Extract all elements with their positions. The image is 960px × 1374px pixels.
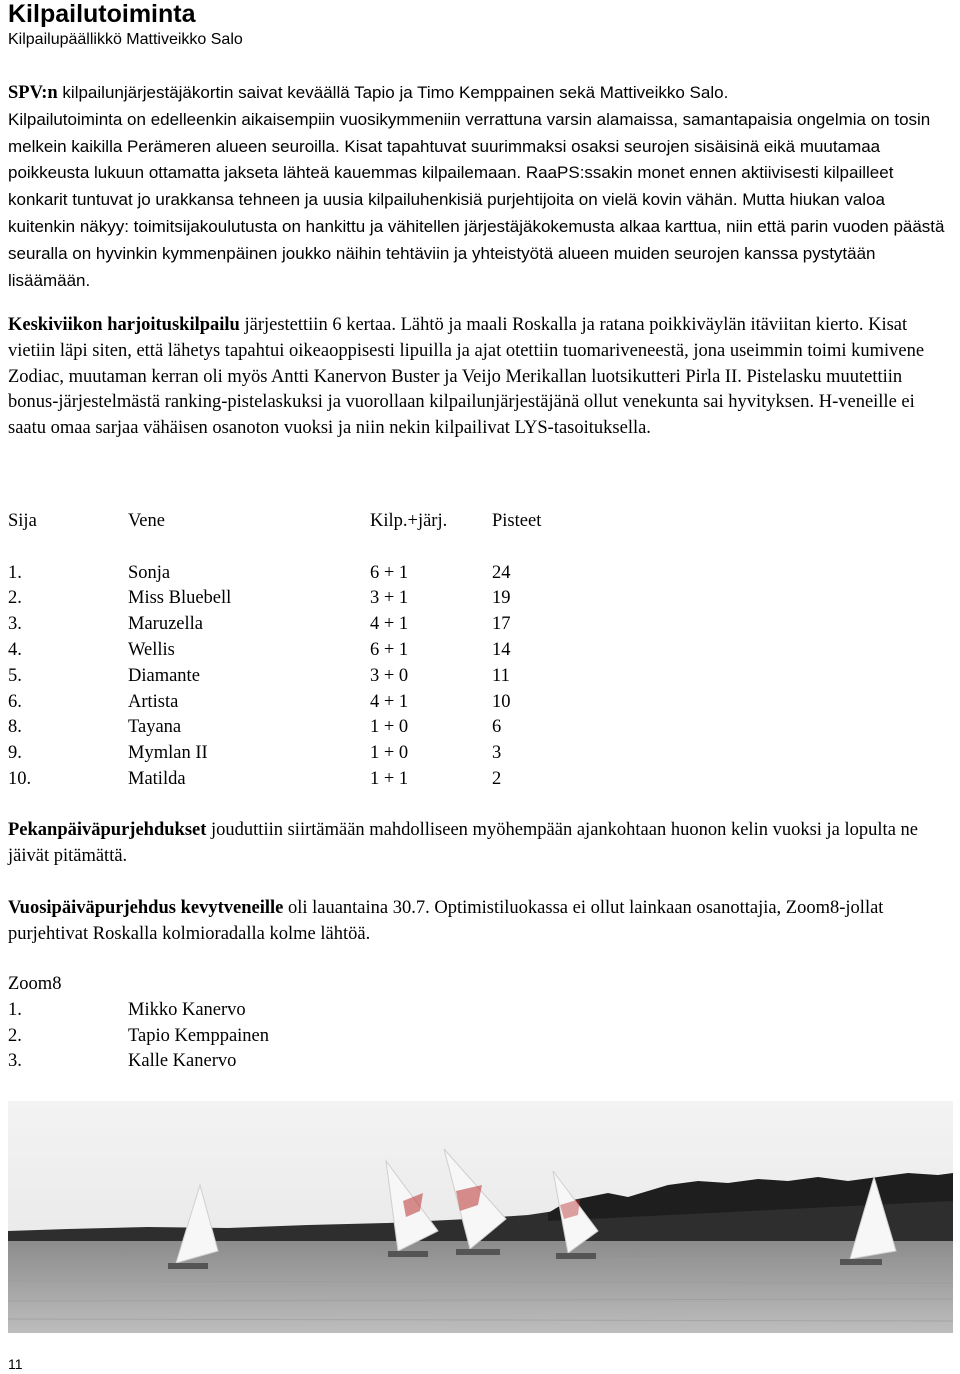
table-cell: 17: [492, 614, 511, 635]
list-item: [8, 998, 246, 1024]
table-cell: 11: [492, 665, 510, 686]
col-header-sija: Sija: [8, 511, 37, 531]
table-cell: 24: [492, 562, 511, 583]
table-cell: 4 + 1: [370, 691, 409, 712]
intro-paragraph: [8, 80, 953, 294]
intro-body: Kilpailutoiminta on edelleenkin aikaisempiin vuosikymmeniin verrattuna varsin alamaissa, samantapaisia ongelmia on tosin melkein kaikilla Perämeren alueen seuroilla. Kisat tapahtuvat suurimmaksi osaksi seurojen sisäisinä eikä muutamaa poikkeusta lukuun ottamatta jakseta lähteä kauemmas kilpailemaan. RaaPS:ssakin monet ennen aktiivisesti kilpailleet konkarit tuntuvat jo urakkansa tehneen ja uusia kilpailuhenkisiä purjehtijoita on vielä kovin vähän. Mutta hiukan valoa kuitenkin näkyy: toimitsijakoulutusta on hankittu ja vähitellen järjestäjäkokemusta alkaa karttua, niin että parin vuoden päästä seuralla on hyvinkin kymmenpäinen joukko näihin tehtäviin ja yhteistyötä alueen muiden seurojen kanssa pystytään lisäämään.: [8, 109, 945, 290]
zoom8-name: Tapio Kemppainen: [128, 1025, 270, 1046]
zoom8-rank: 1.: [8, 999, 22, 1020]
keskiviikko-paragraph: [8, 313, 953, 442]
col-header-kilp: Kilp.+järj.: [370, 511, 448, 531]
pekanpaiva-body: jouduttiin siirtämään mahdolliseen myöhempään ajankohtaan huonon kelin vuoksi ja lopulta ne jäivät pitämättä.: [8, 820, 918, 866]
table-cell: Mymlan II: [128, 743, 208, 764]
table-cell: 6.: [8, 691, 22, 712]
table-cell: 1 + 0: [370, 717, 409, 738]
keskiviikko-lead: Keskiviikon harjoituskilpailu: [8, 315, 240, 335]
table-cell: 14: [492, 639, 511, 660]
page-title: Kilpailutoiminta: [8, 0, 196, 28]
zoom8-title: Zoom8: [8, 974, 62, 994]
table-cell: Tayana: [128, 717, 182, 738]
table-cell: 10.: [8, 768, 32, 789]
table-cell: Sonja: [128, 562, 171, 583]
table-cell: 5.: [8, 665, 22, 686]
intro-line1: kilpailunjärjestäjäkortin saivat keväällä Tapio ja Timo Kemppainen sekä Mattiveikko Salo.: [57, 83, 729, 102]
list-item: [8, 1049, 237, 1075]
list-item: [8, 1024, 270, 1050]
table-cell: 1 + 1: [370, 768, 409, 789]
pekanpaiva-lead: Pekanpäiväpurjehdukset: [8, 820, 207, 840]
vuosipaiva-paragraph: [8, 896, 953, 948]
table-cell: 3 + 0: [370, 665, 409, 686]
table-cell: 6 + 1: [370, 562, 409, 583]
table-cell: 10: [492, 691, 511, 712]
table-cell: 3.: [8, 614, 22, 635]
table-cell: 6: [492, 717, 502, 738]
vuosipaiva-body: oli lauantaina 30.7. Optimistiluokassa ei ollut lainkaan osanottajia, Zoom8-jollat purjehtivat Roskalla kolmioradalla kolme lähtöä.: [8, 898, 884, 944]
table-cell: 3 + 1: [370, 588, 409, 609]
table-cell: Diamante: [128, 665, 200, 686]
table-cell: 6 + 1: [370, 639, 409, 660]
table-cell: 8.: [8, 717, 22, 738]
col-header-vene: Vene: [128, 511, 165, 531]
zoom8-rank: 2.: [8, 1025, 22, 1046]
table-cell: Miss Bluebell: [128, 588, 232, 609]
zoom8-name: Kalle Kanervo: [128, 1051, 237, 1072]
table-cell: Matilda: [128, 768, 186, 789]
page-number: 11: [8, 1356, 23, 1372]
table-cell: 4 + 1: [370, 614, 409, 635]
table-cell: 1.: [8, 562, 22, 583]
pekanpaiva-paragraph: [8, 818, 953, 870]
table-cell: 4.: [8, 639, 22, 660]
table-cell: Wellis: [128, 639, 175, 660]
vuosipaiva-lead: Vuosipäiväpurjehdus kevytveneille: [8, 898, 284, 918]
page-subtitle: Kilpailupäällikkö Mattiveikko Salo: [8, 31, 243, 48]
table-cell: 9.: [8, 743, 22, 764]
table-cell: Maruzella: [128, 614, 203, 635]
sailboat-photo: [8, 1101, 953, 1333]
zoom8-name: Mikko Kanervo: [128, 999, 246, 1020]
col-header-pisteet: Pisteet: [492, 511, 542, 531]
table-cell: 3: [492, 743, 502, 764]
table-cell: Artista: [128, 691, 179, 712]
table-cell: 2.: [8, 588, 22, 609]
table-cell: 1 + 0: [370, 743, 409, 764]
zoom8-rank: 3.: [8, 1051, 22, 1072]
table-cell: 19: [492, 588, 511, 609]
table-cell: 2: [492, 768, 502, 789]
keskiviikko-body: järjestettiin 6 kertaa. Lähtö ja maali Roskalla ja ratana poikkiväylän itäviitan kierto. Kisat vietiin läpi siten, että lähetys tapahtui oikeaoppisesti lipuilla ja ajat otettiin tuomariveneestä, jona useimmin toimi kumivene Zodiac, muutaman kerran oli myös Antti Kanervon Buster ja Veijo Merikallan luotsikutteri Pirla II. Pistelasku muutettiin bonus-järjestelmästä ranking-pistelaskuksi ja vuorollaan kilpailunjärjestäjänä ollut venekunta sai hyvityksen. H-veneille ei saatu omaa sarjaa vähäisen osanoton vuoksi ja niin nekin kilpailivat LYS-tasoituksella.: [8, 315, 925, 439]
zoom8-results: [8, 972, 270, 1075]
intro-lead: SPV:n: [8, 83, 58, 103]
